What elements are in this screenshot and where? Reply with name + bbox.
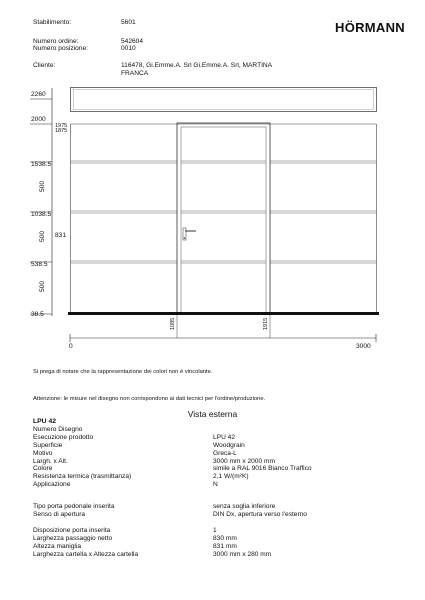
spec-key: Larghezza cartella x Altezza cartella: [33, 550, 139, 558]
x-label-start: 0: [69, 343, 73, 350]
cliente-label: Cliente:: [33, 62, 56, 69]
stabilimento-value: 5601: [121, 19, 136, 26]
spec-value: LPU 42: [213, 433, 235, 441]
transom-outer: [71, 88, 377, 112]
brand-logo: HÖRMANN: [335, 20, 405, 35]
spec-value: 831 mm: [213, 542, 237, 550]
x-label-end: 3000: [356, 343, 371, 350]
posizione-label: Numero posizione:: [33, 45, 88, 52]
cliente-line1: 116478, Gi.Emme.A. Srl Gi.Emme.A. Srl, MARTINA: [121, 62, 273, 69]
measure-note: Attenzione: le misure nel disegno non corrispondono ai dati tecnici per l'ordine/produzione.: [33, 396, 266, 402]
spec-key: Applicazione: [33, 481, 71, 489]
spec-value: Woodgrain: [213, 441, 245, 449]
stabilimento-label: Stabilimento:: [33, 19, 72, 26]
spec-value: DIN Dx, apertura verso l'esterno: [213, 510, 307, 518]
spec-key: Tipo porta pedonale inserita: [33, 503, 115, 510]
spec-value: simile a RAL 9016 Bianco Traffico: [213, 465, 312, 473]
section-title: Vista esterna: [187, 409, 238, 419]
y-label-2260: 2260: [31, 91, 46, 98]
spec-value: N: [213, 481, 218, 489]
spec-value: 3000 mm x 280 mm: [213, 550, 272, 558]
spec-key: Motivo: [33, 449, 53, 457]
posizione-value: 0010: [121, 45, 136, 52]
handle-height-label: 831: [55, 232, 67, 239]
y-label-38: 38.5: [31, 311, 44, 318]
spec-value: 2,1 W/(m²K): [213, 473, 249, 481]
spec-value: senza soglia inferiore: [213, 503, 276, 510]
product-heading: LPU 42: [33, 418, 57, 425]
spec-key: Numero Disegno: [33, 426, 83, 433]
wicket-frame-inner: [181, 127, 266, 313]
spec-key: Larghezza passaggio netto: [33, 534, 113, 542]
ordine-label: Numero ordine:: [33, 38, 79, 45]
spec-key: Esecuzione prodotto: [33, 433, 94, 441]
spec-key: Colore: [33, 465, 53, 473]
y-label-538: 538.5: [31, 261, 48, 268]
color-note: Si prega di notare che la rappresentazione dei colori non è vincolante.: [33, 369, 213, 375]
door-handle-icon: [183, 228, 196, 240]
spec-key: Largh. x Alt.: [33, 457, 68, 465]
spec-value: 3000 mm x 2000 mm: [213, 457, 275, 465]
door-right-label: 1915: [263, 317, 269, 330]
y-dim-500-a: 500: [39, 180, 46, 192]
cliente-line2: FRANCA: [121, 70, 149, 77]
y-label-2000: 2000: [31, 116, 46, 123]
y-dim-500-b: 500: [39, 230, 46, 242]
door-top-1975: 1975: [55, 123, 68, 129]
y-label-1038: 1038.5: [31, 211, 52, 218]
section-grooves: [71, 161, 377, 263]
y-dim-500-c: 500: [39, 280, 46, 292]
y-label-1538: 1538.5: [31, 161, 52, 168]
wicket-frame-outer: [177, 123, 270, 313]
spec-key: Altezza maniglia: [33, 542, 82, 550]
transom-inner: [74, 90, 374, 110]
door-top-1875: 1875: [55, 128, 68, 134]
spec-key: Senso di apertura: [33, 510, 86, 518]
spec-key: Disposizione porta inserita: [33, 527, 111, 534]
spec-value: 830 mm: [213, 534, 237, 542]
door-left-label: 1085: [170, 317, 176, 330]
spec-value: 1: [213, 527, 217, 534]
spec-key: Resistenza termica (trasmittanza): [33, 473, 132, 481]
spec-value: Greca-L: [213, 449, 237, 457]
ordine-value: 542604: [121, 38, 144, 45]
spec-key: Superficie: [33, 441, 63, 449]
threshold-bar: [68, 312, 379, 315]
